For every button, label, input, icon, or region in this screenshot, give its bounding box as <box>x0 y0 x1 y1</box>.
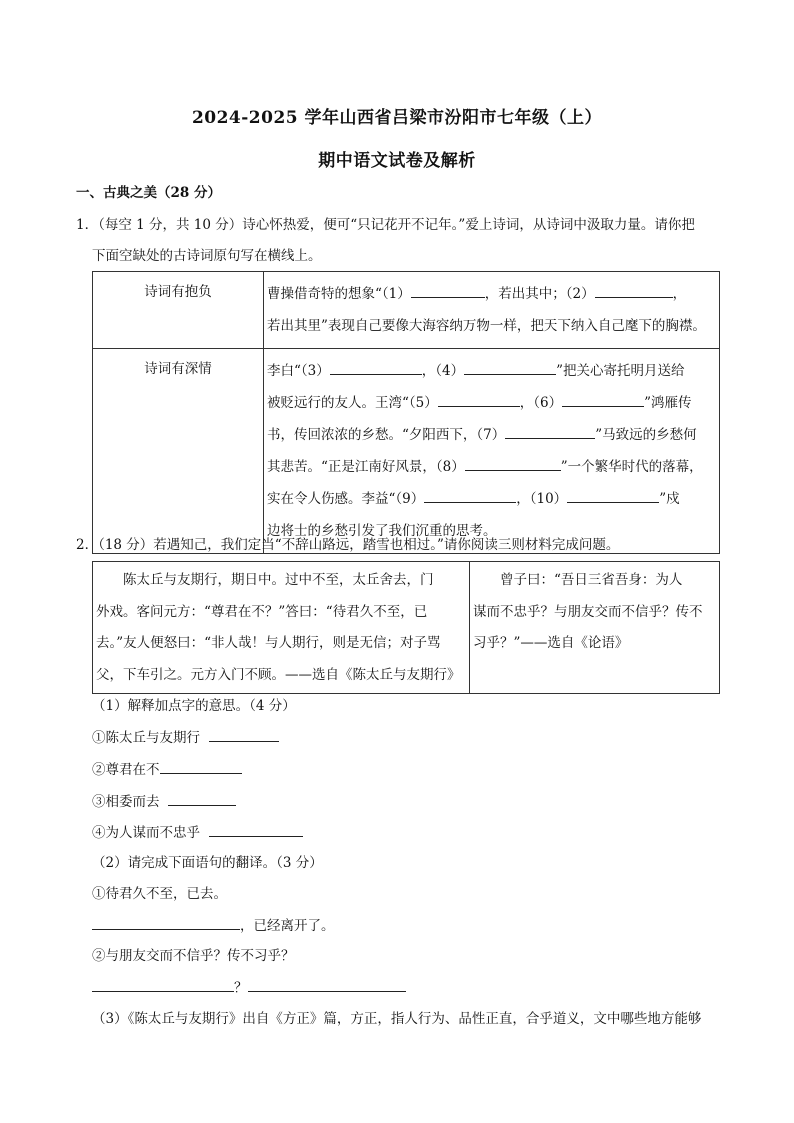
text-fragment: ”马致远的乡愁何 <box>595 427 697 443</box>
answer-blank[interactable] <box>411 283 485 298</box>
text-fragment: ，若出其中；（2） <box>484 286 595 302</box>
text-fragment: 李白“（3） <box>267 363 330 379</box>
answer-blank[interactable] <box>567 488 659 503</box>
subquestion-1-title: （1）解释加点字的意思。（4 分） <box>92 698 296 714</box>
text-fragment: ”戍 <box>659 491 680 507</box>
text-fragment: ”把关心寄托明月送给 <box>556 363 685 379</box>
table-row <box>93 349 720 554</box>
passage-line: 外戏。客问元方：“尊君在不？”答曰：“待君久不至，已 <box>96 603 428 620</box>
question-1-line-2: 下面空缺处的古诗词原句写在横线上。 <box>92 248 322 264</box>
answer-blank[interactable] <box>92 977 234 992</box>
page-subtitle: 期中语文试卷及解析 <box>318 151 476 171</box>
text-fragment: 边将士的乡愁引发了我们沉重的思考。 <box>267 523 497 539</box>
subquestion-1-item <box>92 822 303 843</box>
passage-line: 谋而不忠乎？与朋友交而不信乎？传不 <box>473 603 703 620</box>
reading-material-table <box>92 561 720 694</box>
text-fragment: 书，传回浓浓的乡愁。“夕阳西下，（7） <box>267 427 506 443</box>
passage-line: 去。”友人便怒曰：“非人哉！与人期行，则是无信；对子骂 <box>96 635 441 651</box>
translation-answer-2 <box>92 977 406 998</box>
poetry-fill-table <box>92 271 720 554</box>
answer-blank[interactable] <box>209 822 303 837</box>
translation-answer-1 <box>92 915 335 936</box>
answer-blank[interactable] <box>438 392 520 407</box>
table-row <box>93 272 720 349</box>
answer-blank[interactable] <box>92 915 240 930</box>
subquestion-2-sentence-2: ②与朋友交而不信乎？传不习乎？ <box>92 948 295 964</box>
item-text: ①陈太丘与友期行 <box>92 730 200 746</box>
row-text <box>264 349 720 554</box>
passage-analects <box>470 562 720 694</box>
passage-chen-taiqiu <box>93 562 470 694</box>
subquestion-2-title: （2）请完成下面语句的翻译。（3 分） <box>92 855 323 871</box>
row-text <box>264 272 720 349</box>
answer-blank[interactable] <box>465 456 561 471</box>
item-text: ③相委而去 <box>92 794 160 810</box>
text-fragment: 曹操借奇特的想象“（1） <box>267 286 411 302</box>
subquestion-1-item <box>92 727 279 748</box>
text-fragment: 实在令人伤感。李益“（9） <box>267 491 425 507</box>
text-fragment: 其悲苦。“正是江南好风景，（8） <box>267 459 465 475</box>
answer-blank[interactable] <box>248 977 406 992</box>
text-fragment: ，（10） <box>516 491 568 507</box>
answer-blank[interactable] <box>562 392 644 407</box>
passage-line: 曾子曰：“吾日三省吾身：为人 <box>473 572 683 588</box>
text-fragment: ”一个繁华时代的落幕， <box>560 459 703 475</box>
item-text: ④为人谋而不忠乎 <box>92 825 200 841</box>
answer-blank[interactable] <box>424 488 516 503</box>
text-fragment: ，（4） <box>421 363 465 379</box>
subquestion-3-text: （3）《陈太丘与友期行》出自《方正》篇，方正，指人行为、品性正直，合乎道义，文中哪些地方能够 <box>92 1011 702 1027</box>
text-fragment: ，（6） <box>519 395 563 411</box>
subquestion-2-sentence-1: ①待君久不至，已去。 <box>92 886 227 902</box>
question-1-line-1: 1．（每空 1 分，共 10 分）诗心怀热爱，便可“只记花开不记年。”爱上诗词，从诗词中汲取力量。请你把 <box>76 217 695 233</box>
question-2-line-1: 2．（18 分）若遇知己，我们定当“不辞山路远，踏雪也相过。”请你阅读三则材料完成问题。 <box>76 537 620 553</box>
answer-blank[interactable] <box>209 727 279 742</box>
text-fragment: 若出其里”表现自己要像大海容纳万物一样，把天下纳入自己麾下的胸襟。 <box>267 318 706 334</box>
text-fragment: 被贬远行的友人。王湾“（5） <box>267 395 438 411</box>
answer-blank[interactable] <box>160 759 242 774</box>
subquestion-1-item <box>92 791 236 812</box>
section-heading: 一、古典之美（28 分） <box>76 185 221 201</box>
passage-line: 父，下车引之。元方入门不顾。——选自《陈太丘与友期行》 <box>96 666 461 683</box>
answer-suffix: ，已经离开了。 <box>240 918 335 934</box>
row-label: 诗词有抱负 <box>93 272 264 349</box>
page-title: 2024-2025 学年山西省吕梁市汾阳市七年级（上） <box>191 108 603 128</box>
answer-blank[interactable] <box>595 283 673 298</box>
answer-blank[interactable] <box>464 360 556 375</box>
passage-line: 陈太丘与友期行，期日中。过中不至，太丘舍去，门 <box>96 572 434 588</box>
text-fragment: ”鸿雁传 <box>644 395 692 411</box>
passage-line: 习乎？”——选自《论语》 <box>473 635 629 651</box>
text-fragment: ， <box>672 286 687 302</box>
item-text: ②尊君在不 <box>92 762 160 778</box>
answer-blank[interactable] <box>505 424 595 439</box>
answer-blank[interactable] <box>330 360 422 375</box>
table-row <box>93 562 720 694</box>
answer-blank[interactable] <box>168 791 236 806</box>
row-label: 诗词有深情 <box>93 349 264 554</box>
subquestion-1-item <box>92 759 242 780</box>
answer-suffix: ？ <box>234 980 248 996</box>
